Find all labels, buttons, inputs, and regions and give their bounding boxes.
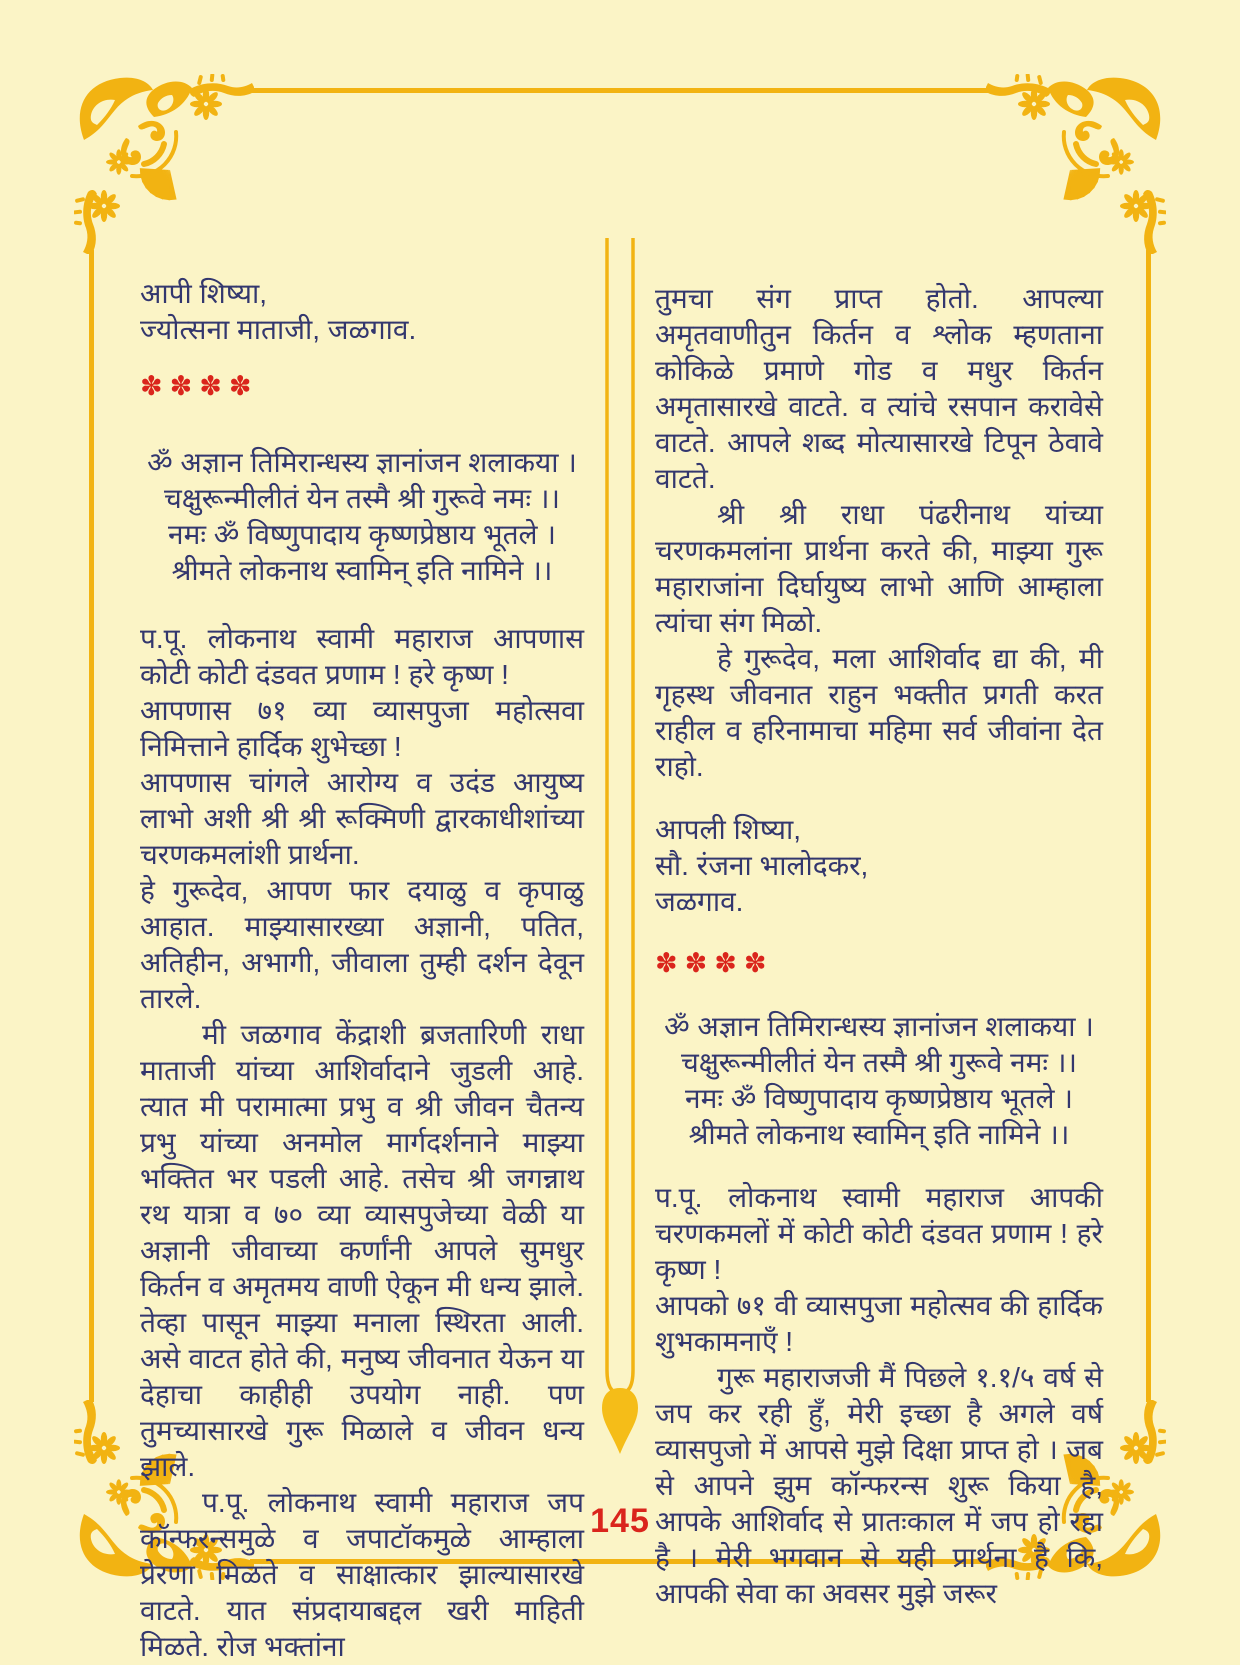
column-divider (595, 230, 645, 1460)
signature-line: आपली शिष्या, (655, 814, 802, 845)
section-separator: ✽✽✽✽ (140, 371, 259, 401)
paragraph: प.पू. लोकनाथ स्वामी महाराज जप कॉन्फरन्समुळे व जपाटॉकमुळे आम्हाला प्रेरणा मिळते व साक्षात्कार झाल्यासारखे वाटते. यात संप्रदायाबद्दल खरी माहिती मिळते. रोज भक्तांना (140, 1487, 584, 1662)
body-text (655, 1180, 1103, 1612)
signature-line: जळगाव. (655, 886, 744, 917)
border-line-left (89, 250, 94, 1402)
paragraph: आपणास चांगले आरोग्य व उदंड आयुष्य लाभो अशी श्री श्री रूक्मिणी द्वारकाधीशांच्या चरणकमलांशी प्रार्थना. (140, 767, 584, 870)
left-column (140, 276, 584, 1665)
signature-line: ज्योत्सना माताजी, जळगाव. (140, 314, 417, 345)
shloka-line: चक्षुरून्मीलीतं येन तस्मै श्री गुरूवे नमः ।। (680, 1047, 1078, 1078)
shloka-line: श्रीमते लोकनाथ स्वामिन् इति नामिने ।। (688, 1119, 1070, 1150)
paragraph: तुमचा संग प्राप्त होतो. आपल्या अमृतवाणीतुन किर्तन व श्लोक म्हणताना कोकिळे प्रमाणे गोड व मधुर किर्तन अमृतासारखे वाटते. व त्यांचे रसपान करावेसे वाटते. आपले शब्द मोत्यासारखे टिपून ठेवावे वाटते. (655, 283, 1103, 494)
paragraph: प.पू. लोकनाथ स्वामी महाराज आपकी चरणकमलों में कोटी कोटी दंडवत प्रणाम ! हरे कृष्ण ! (655, 1182, 1103, 1285)
page-number: 145 (590, 1502, 650, 1540)
paragraph: हे गुरूदेव, मला आशिर्वाद द्या की, मी गृहस्थ जीवनात राहुन भक्तीत प्रगती करत राहील व हरिनामाचा महिमा सर्व जीवांना देत राहो. (655, 643, 1103, 782)
paragraph: गुरू महाराजजी मैं पिछले १.१/५ वर्ष से जप कर रही हुँ, मेरी इच्छा है अगले वर्ष व्यासपुजो में आपसे मुझे दिक्षा प्राप्त हो । जब से आपने झुम कॉन्फरन्स शुरू किया है, आपके आशिर्वाद से प्रातःकाल में जप हो रहा है । मेरी भगवान से यही प्रार्थना है कि, आपकी सेवा का अवसर मुझे जरूर (655, 1362, 1103, 1609)
paragraph: प.पू. लोकनाथ स्वामी महाराज आपणास कोटी कोटी दंडवत प्रणाम ! हरे कृष्ण ! (140, 623, 584, 690)
shloka-block (140, 445, 584, 589)
corner-ornament-top-left (74, 74, 254, 254)
section-separator: ✽✽✽✽ (655, 948, 774, 978)
shloka-line: श्रीमते लोकनाथ स्वामिन् इति नामिने ।। (171, 555, 553, 586)
signature-line: सौ. रंजना भालोदकर, (655, 850, 869, 881)
body-text (655, 281, 1103, 785)
paragraph: आपणास ७१ व्या व्यासपुजा महोत्सवा निमित्ताने हार्दिक शुभेच्छा ! (140, 695, 584, 762)
paragraph: मी जळगाव केंद्राशी ब्रजतारिणी राधा माताजी यांच्या आशिर्वादाने जुडली आहे. त्यात मी परामात्मा प्रभु व श्री जीवन चैतन्य प्रभु यांच्या अनमोल मार्गदर्शनाने माझ्या भक्तित भर पडली आहे. तसेच श्री जगन्नाथ रथ यात्रा व ७० व्या व्यासपुजेच्या वेळी या अज्ञानी जीवाच्या कर्णांनी आपले सुमधुर किर्तन व अमृतमय वाणी ऐकून मी धन्य झाले. तेव्हा पासून माझ्या मनाला स्थिरता आली. असे वाटत होते की, मनुष्य जीवनात येऊन या देहाचा काहीही उपयोग नाही. पण तुमच्यासारखे गुरू मिळाले व जीवन धन्य झाले. (140, 1019, 584, 1482)
paragraph: हे गुरूदेव, आपण फार दयाळु व कृपाळु आहात. माझ्यासारख्या अज्ञानी, पतित, अतिहीन, अभागी, जीवाला तुम्ही दर्शन देवून तारले. (140, 875, 584, 1014)
shloka-block (655, 1009, 1103, 1153)
paragraph: श्री श्री राधा पंढरीनाथ यांच्या चरणकमलांना प्रार्थना करते की, माझ्या गुरू महाराजांना दिर्घायुष्य लाभो आणि आम्हाला त्यांचा संग मिळो. (655, 499, 1103, 638)
corner-ornament-top-right (986, 74, 1166, 254)
signature-block (655, 812, 1103, 920)
right-column (655, 281, 1103, 1612)
shloka-line: ॐ अज्ञान तिमिरान्धस्य ज्ञानांजन शलाकया । (147, 447, 577, 478)
divider-teardrop-icon (602, 1388, 638, 1454)
signature-line: आपी शिष्या, (140, 278, 268, 309)
border-line-right (1146, 250, 1151, 1402)
shloka-line: नमः ॐ विष्णुपादाय कृष्णप्रेष्ठाय भूतले । (685, 1083, 1073, 1114)
shloka-line: नमः ॐ विष्णुपादाय कृष्णप्रेष्ठाय भूतले । (168, 519, 556, 550)
paragraph: आपको ७१ वी व्यासपुजा महोत्सव की हार्दिक शुभकामनाएँ ! (655, 1290, 1103, 1357)
border-line-top (250, 88, 992, 93)
shloka-line: चक्षुरून्मीलीतं येन तस्मै श्री गुरूवे नमः ।। (163, 483, 561, 514)
shloka-line: ॐ अज्ञान तिमिरान्धस्य ज्ञानांजन शलाकया । (664, 1011, 1094, 1042)
